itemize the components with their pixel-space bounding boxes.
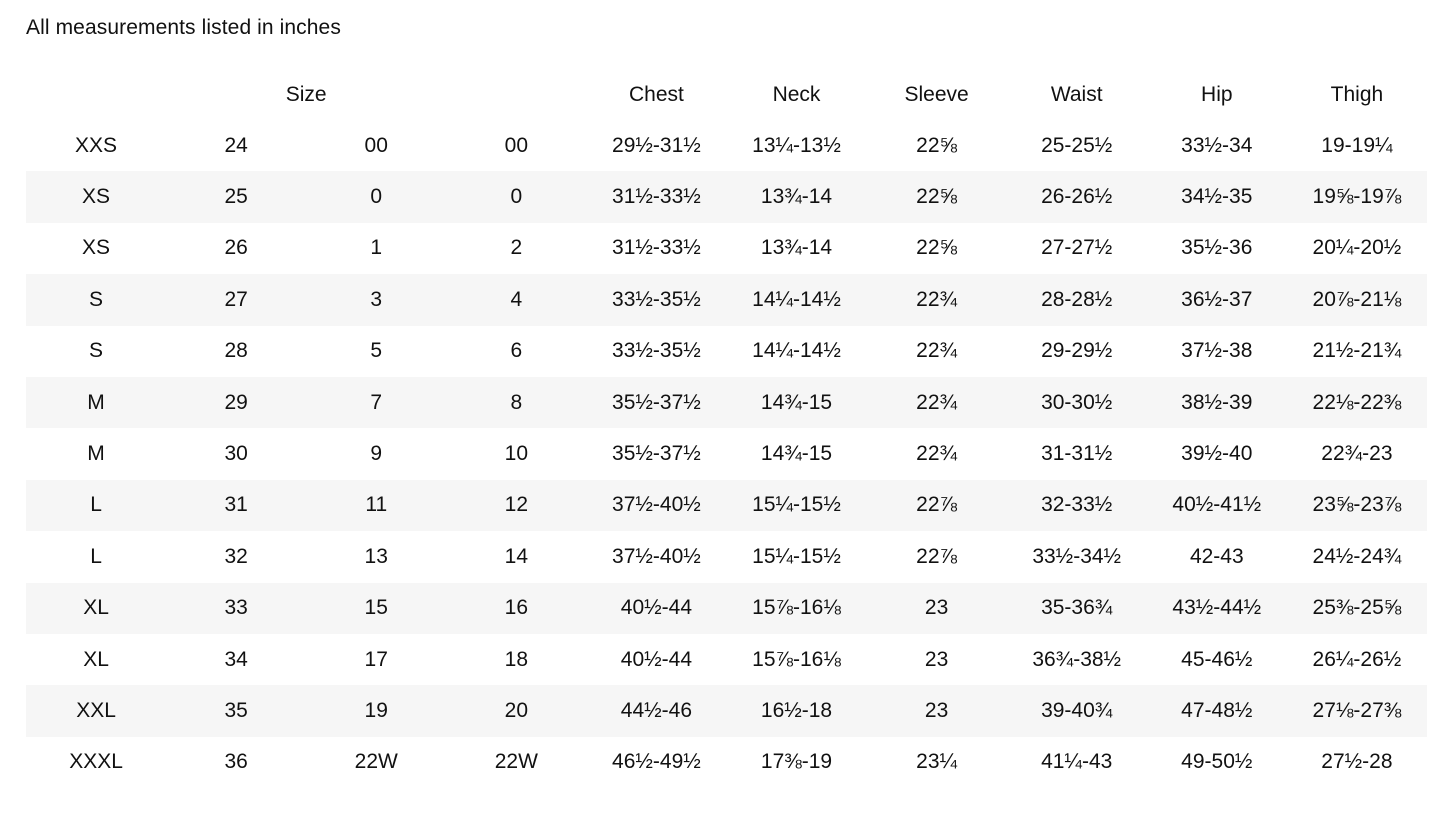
size-number-cell: 1 (370, 236, 383, 260)
size-label-cell: XL (83, 647, 109, 671)
waist-cell: 25-25½ (1041, 133, 1113, 157)
size-number-cell: 00 (504, 133, 528, 157)
neck-cell: 15¼-15½ (726, 480, 866, 531)
sleeve-cell: 22⅞ (867, 480, 1007, 531)
size-number-cell: 6 (510, 339, 523, 363)
table-row (26, 171, 1427, 222)
hip-cell: 45-46½ (1181, 647, 1253, 671)
size-number-cell: 7 (306, 377, 446, 428)
size-number-cell: 18 (504, 647, 528, 671)
table-row (26, 737, 1427, 788)
sleeve-cell: 22⅞ (916, 544, 958, 568)
size-number-cell: 0 (446, 171, 586, 222)
waist-cell: 41¼-43 (1041, 750, 1113, 774)
size-label-cell: XXS (75, 133, 118, 157)
size-number-cell: 2 (510, 236, 523, 260)
table-row (26, 120, 1427, 171)
waist-cell: 30-30½ (1007, 377, 1147, 428)
size-number-cell: 5 (370, 339, 383, 363)
header-thigh: Thigh (1330, 82, 1384, 106)
thigh-cell: 25⅜-25⅝ (1287, 583, 1427, 634)
size-label-cell: XS (26, 171, 166, 222)
chest-cell: 37½-40½ (586, 480, 726, 531)
thigh-cell: 26¼-26½ (1312, 647, 1402, 671)
hip-cell: 47-48½ (1147, 685, 1287, 736)
chest-cell: 33½-35½ (612, 339, 701, 363)
sleeve-cell: 22¾ (867, 274, 1007, 325)
size-number-cell: 33 (166, 583, 306, 634)
sleeve-cell: 22¾ (916, 339, 958, 363)
table-row (26, 326, 1427, 377)
size-number-cell: 8 (446, 377, 586, 428)
table-row (26, 480, 1427, 531)
size-label-cell: L (26, 480, 166, 531)
header-size: Size (285, 82, 327, 106)
table-row (26, 583, 1427, 634)
measurement-note: All measurements listed in inches (26, 16, 341, 39)
chest-cell: 40½-44 (620, 647, 693, 671)
header-neck: Neck (772, 82, 821, 106)
header-chest: Chest (628, 82, 684, 106)
waist-cell: 26-26½ (1007, 171, 1147, 222)
chest-cell: 35½-37½ (586, 377, 726, 428)
thigh-cell: 22¾-23 (1321, 442, 1393, 466)
neck-cell: 17⅜-19 (760, 750, 833, 774)
size-label-cell: S (26, 274, 166, 325)
neck-cell: 14¼-14½ (726, 274, 866, 325)
size-label-cell: XXXL (69, 750, 123, 774)
sleeve-cell: 23¼ (916, 750, 958, 774)
size-number-cell: 25 (166, 171, 306, 222)
hip-cell: 36½-37 (1147, 274, 1287, 325)
sleeve-cell: 23 (924, 647, 949, 671)
size-number-cell: 15 (306, 583, 446, 634)
hip-cell: 38½-39 (1147, 377, 1287, 428)
table-row (26, 428, 1427, 479)
chest-cell: 40½-44 (586, 583, 726, 634)
size-label-cell: XL (26, 583, 166, 634)
size-number-cell: 14 (504, 544, 528, 568)
size-number-cell: 27 (166, 274, 306, 325)
thigh-cell: 21½-21¾ (1312, 339, 1402, 363)
table-row (26, 274, 1427, 325)
size-number-cell: 19 (306, 685, 446, 736)
size-number-cell: 12 (446, 480, 586, 531)
thigh-cell: 20⅞-21⅛ (1287, 274, 1427, 325)
size-number-cell: 22W (494, 750, 538, 774)
hip-cell: 37½-38 (1181, 339, 1253, 363)
size-number-cell: 11 (306, 480, 446, 531)
hip-cell: 33½-34 (1181, 133, 1253, 157)
neck-cell: 14¼-14½ (752, 339, 841, 363)
hip-cell: 42-43 (1189, 544, 1244, 568)
table-row (26, 377, 1427, 428)
hip-cell: 49-50½ (1181, 750, 1253, 774)
thigh-cell: 19-19¼ (1321, 133, 1393, 157)
table-row (26, 531, 1427, 582)
size-label-cell: XXL (26, 685, 166, 736)
waist-cell: 33½-34½ (1032, 544, 1122, 568)
size-chart-table (26, 69, 1427, 788)
thigh-cell: 19⅝-19⅞ (1287, 171, 1427, 222)
neck-cell: 16½-18 (726, 685, 866, 736)
thigh-cell: 22⅛-22⅜ (1287, 377, 1427, 428)
size-number-cell: 13 (364, 544, 388, 568)
thigh-cell: 20¼-20½ (1312, 236, 1402, 260)
size-number-cell: 34 (224, 647, 248, 671)
size-number-cell: 0 (306, 171, 446, 222)
hip-cell: 40½-41½ (1147, 480, 1287, 531)
neck-cell: 13¾-14 (760, 236, 833, 260)
size-number-cell: 31 (166, 480, 306, 531)
sleeve-cell: 22⅝ (916, 236, 958, 260)
size-number-cell: 22W (354, 750, 398, 774)
size-number-cell: 10 (504, 442, 528, 466)
size-number-cell: 17 (364, 647, 388, 671)
waist-cell: 36¾-38½ (1032, 647, 1122, 671)
neck-cell: 15⅞-16⅛ (752, 647, 841, 671)
header-hip: Hip (1201, 82, 1233, 106)
size-label-cell: M (26, 377, 166, 428)
chest-cell: 46½-49½ (612, 750, 701, 774)
chest-cell: 33½-35½ (586, 274, 726, 325)
header-sleeve: Sleeve (904, 82, 969, 106)
size-label-cell: XS (82, 236, 111, 260)
waist-cell: 29-29½ (1041, 339, 1113, 363)
waist-cell: 27-27½ (1041, 236, 1113, 260)
thigh-cell: 24½-24¾ (1312, 544, 1402, 568)
size-number-cell: 4 (446, 274, 586, 325)
neck-cell: 14¾-15 (726, 377, 866, 428)
size-number-cell: 30 (224, 442, 248, 466)
waist-cell: 32-33½ (1007, 480, 1147, 531)
sleeve-cell: 22⅝ (867, 171, 1007, 222)
neck-cell: 14¾-15 (760, 442, 833, 466)
size-number-cell: 35 (166, 685, 306, 736)
size-number-cell: 29 (166, 377, 306, 428)
sleeve-cell: 23 (867, 583, 1007, 634)
hip-cell: 43½-44½ (1147, 583, 1287, 634)
size-label-cell: S (89, 339, 104, 363)
hip-cell: 39½-40 (1181, 442, 1253, 466)
waist-cell: 31-31½ (1041, 442, 1113, 466)
thigh-cell: 27⅛-27⅜ (1287, 685, 1427, 736)
chest-cell: 31½-33½ (612, 236, 701, 260)
size-number-cell: 36 (224, 750, 248, 774)
chest-cell: 44½-46 (586, 685, 726, 736)
size-number-cell: 16 (446, 583, 586, 634)
table-row (26, 634, 1427, 685)
size-number-cell: 9 (370, 442, 383, 466)
chest-cell: 31½-33½ (586, 171, 726, 222)
neck-cell: 13¾-14 (726, 171, 866, 222)
size-label-cell: L (90, 544, 102, 568)
sleeve-cell: 22¾ (867, 377, 1007, 428)
table-body (26, 120, 1427, 788)
sleeve-cell: 23 (867, 685, 1007, 736)
chest-cell: 37½-40½ (612, 544, 701, 568)
size-number-cell: 28 (224, 339, 248, 363)
size-number-cell: 32 (224, 544, 248, 568)
table-row (26, 685, 1427, 736)
sleeve-cell: 22¾ (916, 442, 958, 466)
table-header-row (26, 69, 1427, 120)
table-row (26, 223, 1427, 274)
chest-cell: 29½-31½ (612, 133, 701, 157)
size-number-cell: 3 (306, 274, 446, 325)
hip-cell: 34½-35 (1147, 171, 1287, 222)
header-waist: Waist (1050, 82, 1103, 106)
size-number-cell: 26 (224, 236, 248, 260)
size-number-cell: 00 (364, 133, 388, 157)
sleeve-cell: 22⅝ (916, 133, 958, 157)
neck-cell: 15¼-15½ (752, 544, 841, 568)
neck-cell: 13¼-13½ (752, 133, 841, 157)
waist-cell: 28-28½ (1007, 274, 1147, 325)
waist-cell: 39-40¾ (1007, 685, 1147, 736)
thigh-cell: 27½-28 (1321, 750, 1393, 774)
hip-cell: 35½-36 (1181, 236, 1253, 260)
size-number-cell: 20 (446, 685, 586, 736)
size-number-cell: 24 (224, 133, 248, 157)
chest-cell: 35½-37½ (612, 442, 701, 466)
thigh-cell: 23⅝-23⅞ (1287, 480, 1427, 531)
waist-cell: 35-36¾ (1007, 583, 1147, 634)
size-label-cell: M (87, 442, 105, 466)
neck-cell: 15⅞-16⅛ (726, 583, 866, 634)
